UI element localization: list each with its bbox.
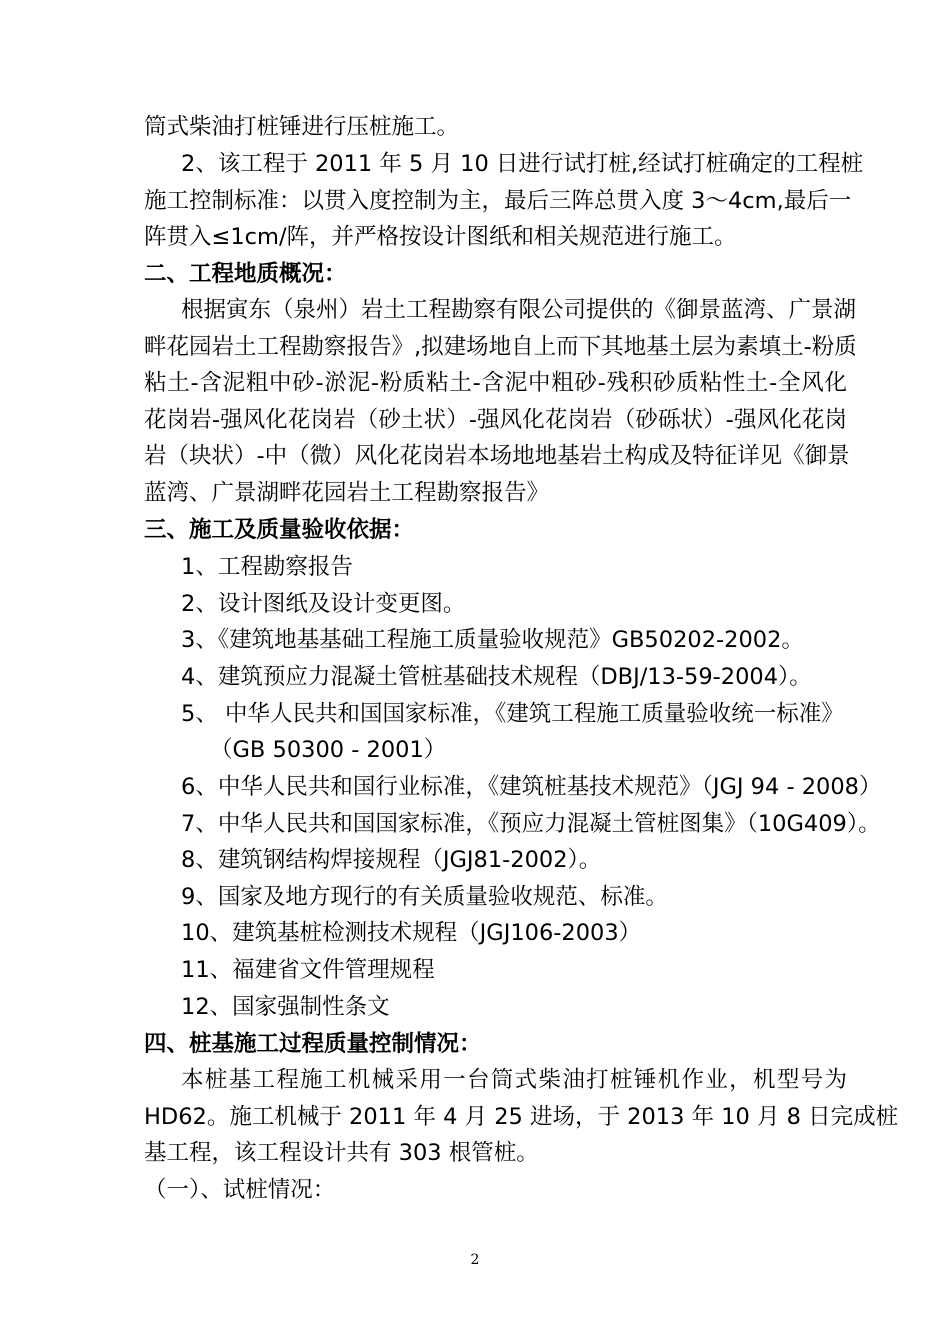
- paragraph-line: 花岗岩-强风化花岗岩（砂土状）-强风化花岗岩（砂砾状）-强风化花岗: [144, 407, 847, 433]
- paragraph-line: 阵贯入≤1cm/阵，并严格按设计图纸和相关规范进行施工。: [144, 224, 737, 250]
- paragraph-line: 粘土-含泥粗中砂-淤泥-粉质粘土-含泥中粗砂-残积砂质粘性土-全风化: [144, 370, 847, 396]
- list-item: 2、设计图纸及设计变更图。: [181, 591, 466, 617]
- list-item: 5、 中华人民共和国国家标准，《建筑工程施工质量验收统一标准》: [181, 701, 844, 727]
- list-item: 11、福建省文件管理规程: [181, 957, 435, 983]
- list-item: 4、建筑预应力混凝土管桩基础技术规程（DBJ/13-59-2004）。: [181, 664, 812, 690]
- paragraph-line: 畔花园岩土工程勘察报告》,拟建场地自上而下其地基土层为素填土-粉质: [144, 334, 857, 360]
- section-heading: 四、桩基施工过程质量控制情况：: [144, 1031, 482, 1057]
- list-item: 8、建筑钢结构焊接规程（JGJ81-2002）。: [181, 847, 602, 873]
- list-item: 6、中华人民共和国行业标准，《建筑桩基技术规范》（JGJ 94 - 2008）: [181, 774, 882, 800]
- list-item: 7、中华人民共和国国家标准，《预应力混凝土管桩图集》（10G409）。: [181, 811, 881, 837]
- section-heading: 二、工程地质概况：: [144, 261, 347, 287]
- paragraph-line: 筒式柴油打桩锤进行压桩施工。: [144, 114, 460, 140]
- page-number: 2: [470, 1252, 480, 1268]
- list-item-continuation: （GB 50300 - 2001）: [210, 737, 447, 763]
- subsection-heading: （一）、试桩情况：: [144, 1177, 336, 1203]
- paragraph-line: 岩（块状）-中（微）风化花岗岩本场地地基岩土构成及特征详见《御景: [144, 443, 850, 469]
- list-item: 9、国家及地方现行的有关质量验收规范、标准。: [181, 884, 668, 910]
- paragraph-line: 本桩基工程施工机械采用一台筒式柴油打桩锤机作业，机型号为: [181, 1067, 847, 1093]
- paragraph-line: 根据寅东（泉州）岩土工程勘察有限公司提供的《御景蓝湾、广景湖: [181, 297, 857, 323]
- paragraph-line: 施工控制标准：以贯入度控制为主，最后三阵总贯入度 3～4cm,最后一: [144, 188, 852, 214]
- paragraph-line: HD62。施工机械于 2011 年 4 月 25 进场，于 2013 年 10 月 8 日完成桩: [144, 1104, 899, 1130]
- paragraph-line: 基工程，该工程设计共有 303 根管桩。: [144, 1140, 539, 1166]
- list-item: 3、《建筑地基基础工程施工质量验收规范》GB50202-2002。: [181, 627, 804, 653]
- list-item: 1、工程勘察报告: [181, 554, 353, 580]
- list-item: 12、国家强制性条文: [181, 994, 390, 1020]
- paragraph-line: 蓝湾、广景湖畔花园岩土工程勘察报告》: [144, 480, 550, 506]
- paragraph-line: 2、该工程于 2011 年 5 月 10 日进行试打桩,经试打桩确定的工程桩: [181, 151, 864, 177]
- list-item: 10、建筑基桩检测技术规程（JGJ106-2003）: [181, 920, 642, 946]
- section-heading: 三、施工及质量验收依据：: [144, 517, 415, 543]
